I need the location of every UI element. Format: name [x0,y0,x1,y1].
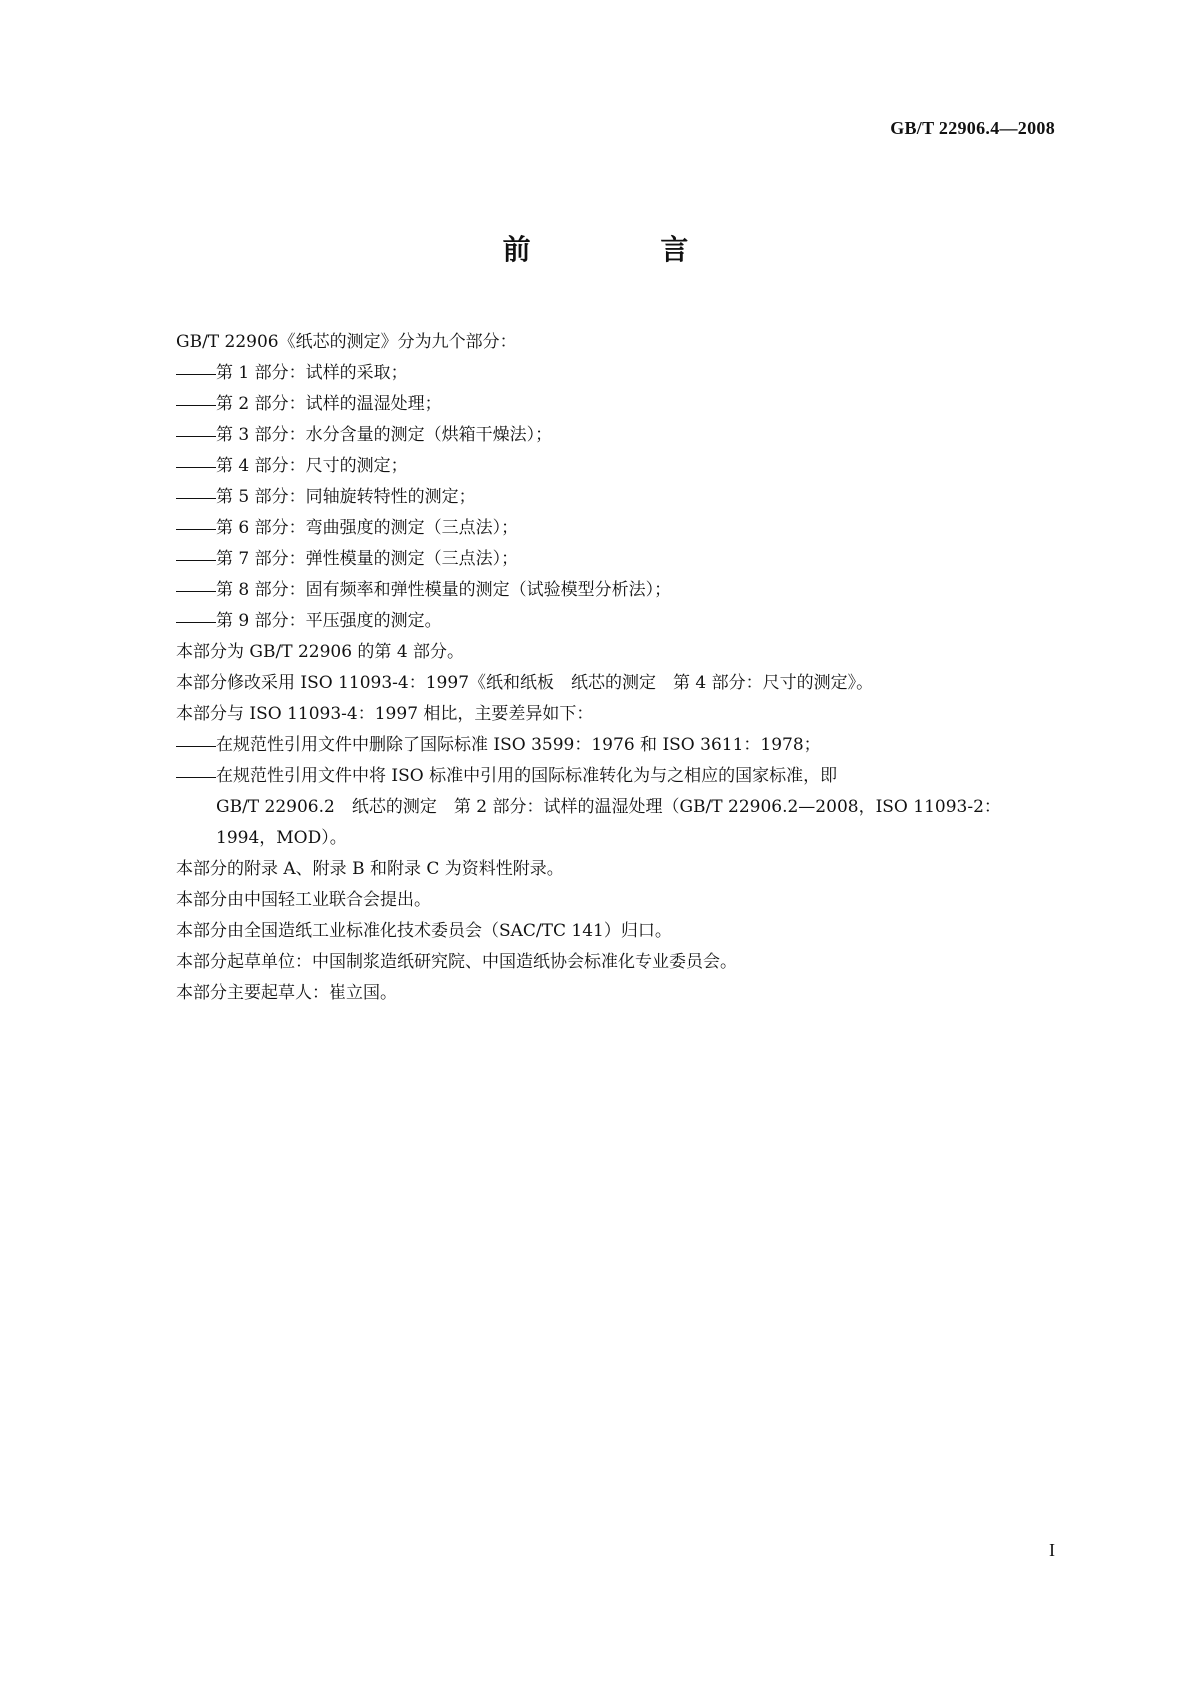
foreword-body [176,327,1056,1009]
part-list-item: 第 5 部分：同轴旋转特性的测定； [176,482,1056,513]
drafters-paragraph: 本部分主要起草人：崔立国。 [176,983,397,1003]
part-list-item: 第 4 部分：尺寸的测定； [176,451,1056,482]
dash-marker [176,777,216,778]
part-list-item: 第 2 部分：试样的温湿处理； [176,389,1056,420]
centralized-by-paragraph: 本部分由全国造纸工业标准化技术委员会（SAC/TC 141）归口。 [176,921,672,941]
drafting-units-paragraph: 本部分起草单位：中国制浆造纸研究院、中国造纸协会标准化专业委员会。 [176,952,737,972]
part-list-item: 第 3 部分：水分含量的测定（烘箱干燥法）； [176,420,1056,451]
annex-paragraph: 本部分的附录 A、附录 B 和附录 C 为资料性附录。 [176,859,564,879]
intro-paragraph: GB/T 22906《纸芯的测定》分为九个部分： [176,332,517,352]
page-number: I [1049,1540,1055,1560]
dash-marker [176,436,216,437]
page-title: 前 言 [502,233,749,266]
dash-marker [176,529,216,530]
part-list-item: 第 7 部分：弹性模量的测定（三点法）； [176,544,1056,575]
part-list-item: 第 8 部分：固有频率和弹性模量的测定（试验模型分析法）； [176,575,1056,606]
dash-marker [176,746,216,747]
dash-marker [176,405,216,406]
difference-item-continuation: 1994，MOD）。 [216,828,347,848]
dash-marker [176,591,216,592]
proposed-by-paragraph: 本部分由中国轻工业联合会提出。 [176,890,431,910]
dash-marker [176,374,216,375]
part-list-item: 第 9 部分：平压强度的测定。 [176,606,1056,637]
comparison-paragraph: 本部分与 ISO 11093-4：1997 相比，主要差异如下： [176,704,594,724]
dash-marker [176,622,216,623]
difference-item-continuation: GB/T 22906.2 纸芯的测定 第 2 部分：试样的温湿处理（GB/T 22906.2—2008，ISO 11093-2： [216,797,1001,817]
this-part-paragraph: 本部分为 GB/T 22906 的第 4 部分。 [176,642,465,662]
dash-marker [176,560,216,561]
standard-code: GB/T 22906.4—2008 [890,118,1055,138]
dash-marker [176,467,216,468]
part-list-item: 第 6 部分：弯曲强度的测定（三点法）； [176,513,1056,544]
difference-item: 在规范性引用文件中将 ISO 标准中引用的国际标准转化为与之相应的国家标准，即 [176,761,1056,792]
difference-item: 在规范性引用文件中删除了国际标准 ISO 3599：1976 和 ISO 3611：1978； [176,730,1056,761]
modified-adoption-paragraph: 本部分修改采用 ISO 11093-4：1997《纸和纸板 纸芯的测定 第 4 部分：尺寸的测定》。 [176,673,874,693]
dash-marker [176,498,216,499]
part-list-item: 第 1 部分：试样的采取； [176,358,1056,389]
